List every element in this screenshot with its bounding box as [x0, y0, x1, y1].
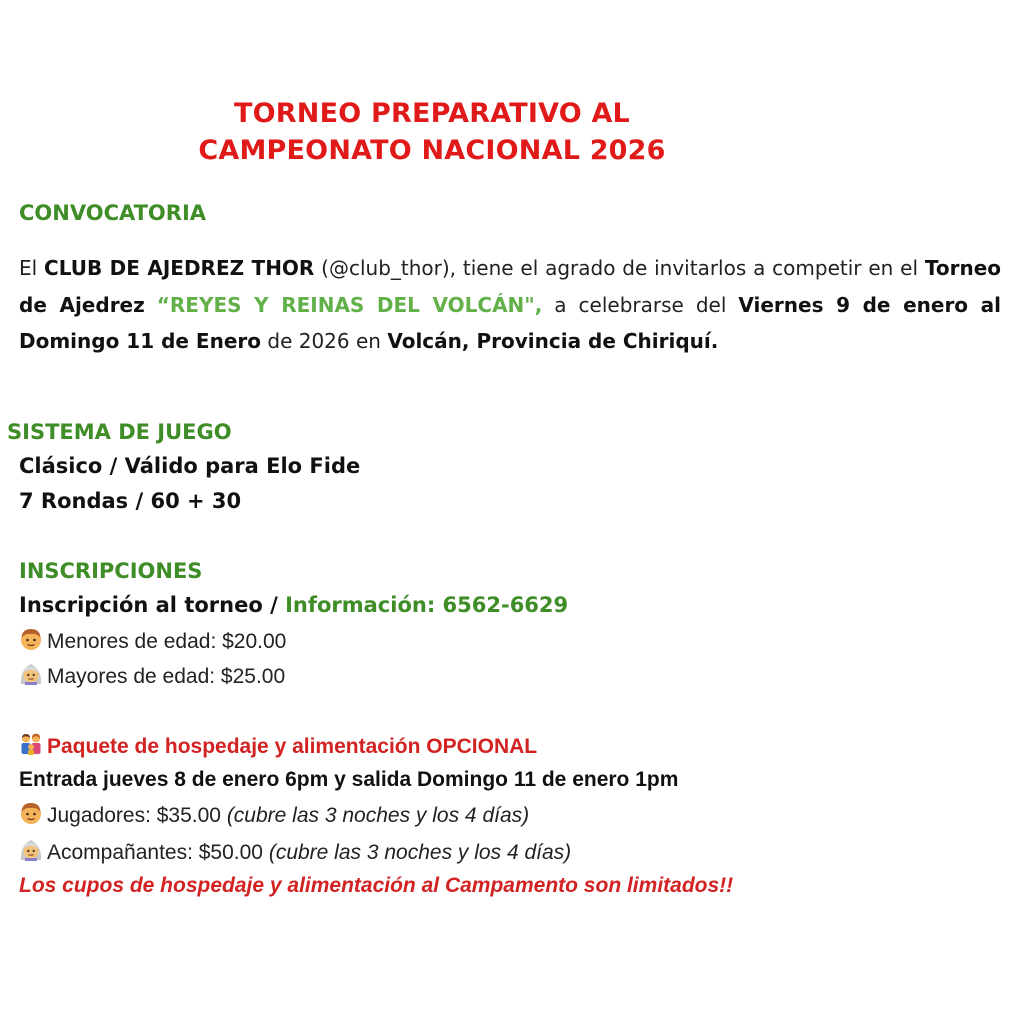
title-line-1: TORNEO PREPARATIVO AL	[234, 98, 630, 129]
tournament-place: Volcán, Provincia de Chiriquí.	[387, 329, 719, 353]
tournament-name: “REYES Y REINAS DEL VOLCÁN",	[156, 292, 543, 317]
boy-emoji-icon	[19, 627, 47, 651]
cupos-note: Los cupos de hospedaje y alimentación al Campamento son limitados!!	[19, 874, 734, 897]
inscripciones-heading: INSCRIPCIONES	[19, 559, 203, 583]
mayores-item	[19, 662, 285, 691]
mayores-text: Mayores de edad: $25.00	[47, 665, 286, 688]
acompanantes-item	[19, 838, 571, 867]
jugadores-item	[19, 801, 529, 830]
title-line-2: CAMPEONATO NACIONAL 2026	[198, 135, 666, 166]
page-title	[0, 95, 864, 169]
text-segment: (@club_thor), tiene el agrado de invitarlos a competir en el	[314, 256, 925, 280]
text-segment	[145, 293, 157, 317]
older-woman-emoji-icon	[19, 838, 47, 862]
acompanantes-text: Acompañantes: $50.00	[47, 841, 269, 864]
inscripcion-label: Inscripción al torneo /	[19, 593, 286, 617]
jugadores-note: (cubre las 3 noches y los 4 días)	[226, 804, 530, 827]
club-name: CLUB DE AJEDREZ THOR	[44, 256, 315, 280]
text-segment: El	[19, 256, 45, 280]
older-woman-emoji-icon	[19, 662, 47, 686]
convocatoria-heading: CONVOCATORIA	[19, 201, 207, 225]
convocatoria-paragraph	[19, 250, 1001, 360]
jugadores-text: Jugadores: $35.00	[47, 804, 227, 827]
boy-emoji-icon	[19, 801, 47, 825]
paquete-title: Paquete de hospedaje y alimentación OPCIONAL	[47, 735, 538, 758]
text-segment: de 2026 en	[261, 329, 388, 353]
menores-item	[19, 627, 286, 656]
family-emoji-icon	[19, 732, 47, 756]
acompanantes-note: (cubre las 3 noches y los 4 días)	[268, 841, 572, 864]
info-phone: Información: 6562-6629	[285, 593, 569, 617]
sistema-line-1: Clásico / Válido para Elo Fide	[19, 454, 361, 478]
menores-text: Menores de edad: $20.00	[47, 630, 287, 653]
sistema-line-2: 7 Rondas / 60 + 30	[19, 489, 242, 513]
torneo-label: Torneo de Ajedrez	[19, 256, 1001, 317]
sistema-heading: SISTEMA DE JUEGO	[7, 420, 232, 444]
paquete-entrada: Entrada jueves 8 de enero 6pm y salida Domingo 11 de enero 1pm	[19, 768, 679, 791]
inscripcion-line	[19, 591, 568, 619]
text-segment: a celebrarse del	[542, 292, 739, 317]
tournament-dates: Viernes 9 de enero al Domingo 11 de Enero	[19, 292, 1001, 353]
paquete-title-line	[19, 732, 537, 761]
